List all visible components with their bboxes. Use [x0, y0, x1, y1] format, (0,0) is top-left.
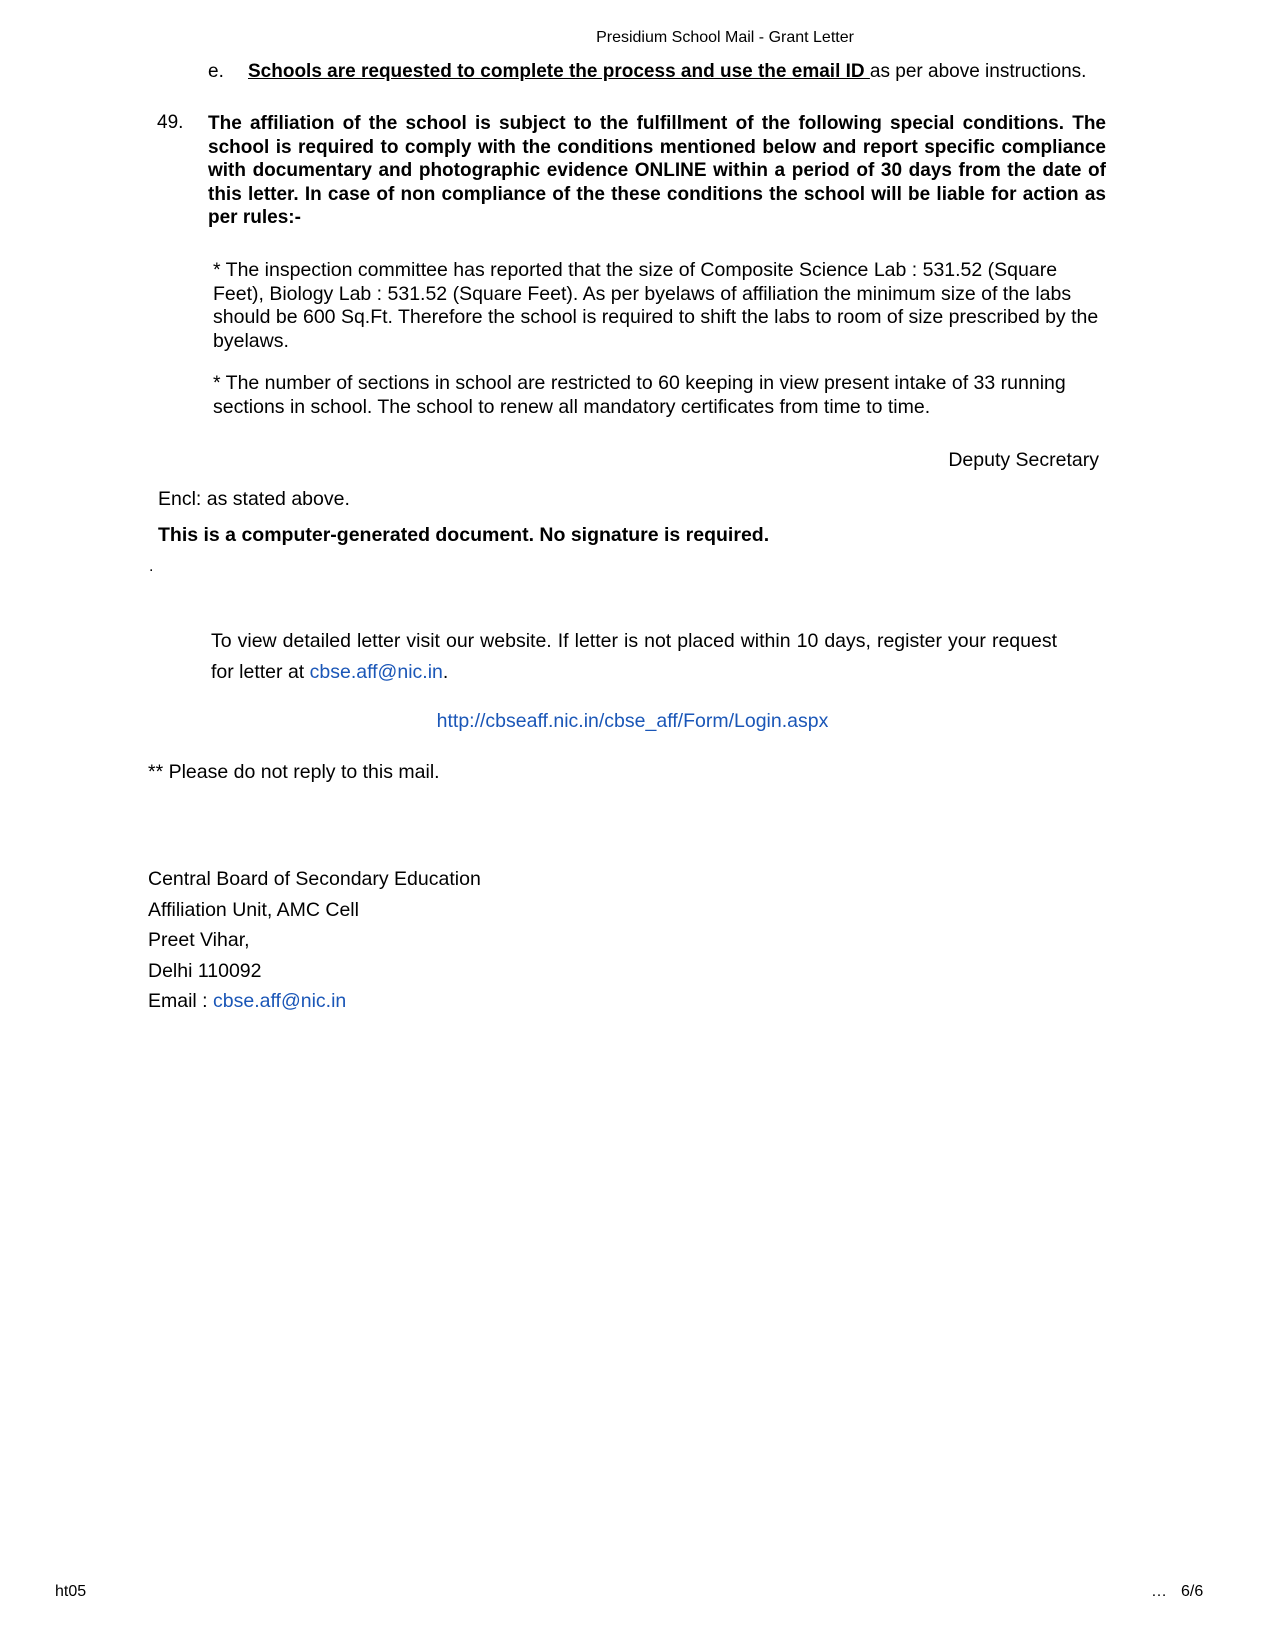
item-49-number: 49.: [157, 112, 184, 133]
page-header-title: Presidium School Mail - Grant Letter: [596, 29, 854, 46]
no-reply-note: ** Please do not reply to this mail.: [148, 761, 440, 783]
address-city: Delhi 110092: [148, 959, 262, 982]
website-paragraph: [211, 626, 1057, 688]
portal-login-link: [0, 710, 1265, 733]
address-unit: Affiliation Unit, AMC Cell: [148, 898, 359, 921]
address-email-line: [148, 986, 481, 1017]
address-organization: Central Board of Secondary Education: [148, 868, 481, 890]
website-email-link[interactable]: cbse.aff@nic.in: [309, 661, 443, 683]
address-block: [148, 864, 481, 1017]
enclosure-note: Encl: as stated above.: [158, 488, 350, 510]
computer-generated-note: This is a computer-generated document. No signature is required.: [158, 524, 770, 546]
website-paragraph-text: To view detailed letter visit our website. If letter is not placed within 10 days, register your request for letter at: [211, 630, 1057, 683]
website-paragraph-end: .: [442, 661, 449, 683]
footer-ellipsis: …: [1151, 1583, 1167, 1600]
footer-page-number: 6/6: [1181, 1583, 1204, 1600]
item-e: e. Schools are requested to complete the process and use the email ID as per above instructions.: [208, 61, 1087, 82]
signatory: Deputy Secretary: [948, 449, 1099, 471]
address-email-label: Email :: [148, 990, 214, 1012]
item-e-rest-text: as per above instructions.: [869, 61, 1087, 82]
address-email-link[interactable]: cbse.aff@nic.in: [213, 990, 347, 1012]
footer-page-indicator: [1151, 1583, 1203, 1601]
condition-sections: * The number of sections in school are restricted to 60 keeping in view present intake of 33 running sections in school. The school to renew all mandatory certificates from time to time.: [213, 372, 1066, 418]
dot-mark: .: [149, 558, 154, 575]
item-e-underlined-text: Schools are requested to complete the process and use the email ID: [248, 61, 870, 82]
portal-login-link-text[interactable]: http://cbseaff.nic.in/cbse_aff/Form/Login.aspx: [436, 710, 829, 732]
condition-lab-size: * The inspection committee has reported that the size of Composite Science Lab : 531.52 (Square Feet), Biology Lab : 531.52 (Square Feet). As per byelaws of affiliation the minimum size of the labs should be 600 Sq.Ft. Therefore the school is required to shift the labs to room of size prescribed by the byelaws.: [213, 259, 1099, 352]
address-locality: Preet Vihar,: [148, 929, 250, 951]
footer-left-label: ht05: [55, 1583, 87, 1600]
item-49-text: The affiliation of the school is subject to the fulfillment of the following special conditions. The school is required to comply with the conditions mentioned below and report specific compliance with documentary and photographic evidence ONLINE within a period of 30 days from the date of this letter. In case of non compliance of the these conditions the school will be liable for action as per rules:-: [208, 113, 1106, 228]
